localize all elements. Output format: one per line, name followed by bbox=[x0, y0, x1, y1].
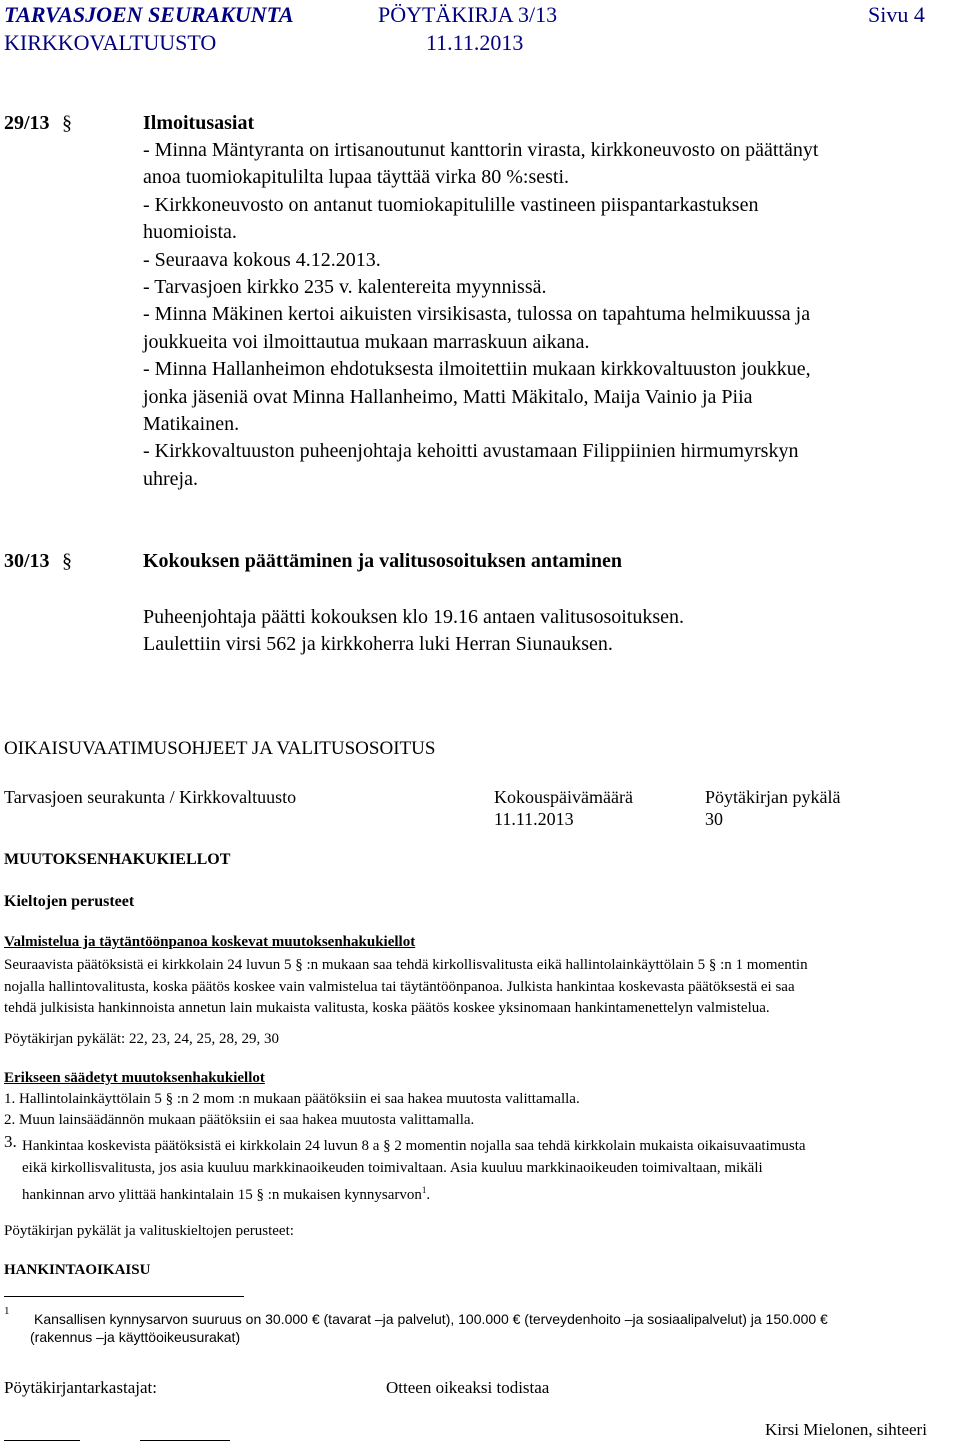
special-item-3-number: 3. bbox=[4, 1132, 17, 1151]
prep-sections: Pöytäkirjan pykälät: 22, 23, 24, 25, 28, 29, 30 bbox=[4, 1031, 279, 1047]
section-label: Pöytäkirjan pykälä bbox=[705, 787, 841, 807]
section-29-line: - Kirkkovaltuuston puheenjohtaja kehoitti avustamaan Filippiinien hirmumyrskyn bbox=[143, 440, 799, 463]
section-29-line: anoa tuomiokapitulilta lupaa täyttää virka 80 %:sesti. bbox=[143, 166, 569, 189]
item-3-line: Hankintaa koskevista päätöksistä ei kirkkolain 24 luvun 8 a § 2 momentin nojalla saa tehdä kirkkolain mukaista oikaisuvaatimusta bbox=[22, 1138, 806, 1154]
section-29-line: uhreja. bbox=[143, 467, 198, 490]
certified-label: Otteen oikeaksi todistaa bbox=[386, 1378, 550, 1397]
parish-name: TARVASJOEN SEURAKUNTA bbox=[4, 2, 294, 27]
meeting-date-value: 11.11.2013 bbox=[494, 809, 574, 829]
footnote-line-2: (rakennus –ja käyttöoikeusurakat) bbox=[30, 1329, 241, 1345]
section-29-line: - Minna Hallanheimon ehdotuksesta ilmoitettiin mukaan kirkkovaltuuston joukkue, bbox=[143, 358, 811, 381]
prep-line: Seuraavista päätöksistä ei kirkkolain 24 luvun 5 § :n mukaan saa tehdä kirkollisvalitusta eikä hallintolainkäyttölain 5 § :n 1 momentin bbox=[4, 957, 808, 973]
meeting-date-label: Kokouspäivämäärä bbox=[494, 787, 633, 807]
footnote-ref: 1 bbox=[421, 1185, 427, 1195]
signature-line-1 bbox=[4, 1440, 80, 1441]
section-29-line: - Seuraava kokous 4.12.2013. bbox=[143, 248, 381, 271]
section-30-number: 30/13 bbox=[4, 550, 50, 572]
item-3-last: hankinnan arvo ylittää hankintalain 15 § :n mukaisen kynnysarvon bbox=[22, 1187, 422, 1203]
section-29-line: - Minna Mäntyranta on irtisanoutunut kanttorin virasta, kirkkoneuvosto on päättänyt bbox=[143, 139, 819, 161]
meeting-body: KIRKKOVALTUUSTO bbox=[4, 30, 217, 55]
page-number: Sivu 4 bbox=[868, 2, 925, 27]
footnote-rule bbox=[4, 1296, 244, 1297]
appeal-organization: Tarvasjoen seurakunta / Kirkkovaltuusto bbox=[4, 787, 297, 807]
meeting-date: 11.11.2013 bbox=[426, 30, 524, 55]
footnote-mark: 1 bbox=[4, 1305, 10, 1317]
section-29-line: huomioista. bbox=[143, 221, 237, 244]
section-30-sign: § bbox=[62, 550, 72, 572]
document-number: PÖYTÄKIRJA 3/13 bbox=[378, 2, 558, 27]
section-29-line: - Kirkkoneuvosto on antanut tuomiokapitulille vastineen piispantarkastuksen bbox=[143, 193, 759, 216]
section-30-body bbox=[143, 604, 684, 659]
footnote-line-1: Kansallisen kynnysarvon suuruus on 30.000 € (tavarat –ja palvelut), 100.000 € (terveydenhoito –ja sosiaalipalvelut) ja 150.000 € bbox=[34, 1311, 828, 1327]
ban-heading: MUUTOKSENHAKUKIELLOT bbox=[4, 851, 231, 868]
signature-line-2 bbox=[140, 1440, 230, 1441]
procurement-heading: HANKINTAOIKAISU bbox=[4, 1262, 151, 1278]
section-29-number: 29/13 bbox=[4, 112, 50, 134]
prep-heading: Valmistelua ja täytäntöönpanoa koskevat muutoksenhakukiellot bbox=[4, 934, 416, 950]
checkers-label: Pöytäkirjantarkastajat: bbox=[4, 1378, 157, 1397]
section-29-line: jonka jäseniä ovat Minna Hallanheimo, Matti Mäkitalo, Maija Vainio ja Piia bbox=[143, 385, 753, 408]
secretary-name: Kirsi Mielonen, sihteeri bbox=[765, 1420, 927, 1439]
prep-text bbox=[4, 955, 808, 1020]
item-3-line: eikä kirkollisvalitusta, jos asia kuuluu markkinaoikeuden toimivaltaan. Asia kuuluu markkinaoikeuden toimivaltaan, mikäli bbox=[22, 1160, 763, 1176]
section-29-title: Ilmoitusasiat bbox=[143, 112, 255, 134]
special-heading: Erikseen säädetyt muutoksenhakukiellot bbox=[4, 1070, 265, 1086]
prep-line: nojalla hallintovalitusta, koska päätös koskee vain valmistelua tai täytäntöönpanoa. Julkista hankintaa koskevasta päätöksestä ei saa bbox=[4, 978, 795, 995]
section-29-line: Matikainen. bbox=[143, 413, 240, 436]
item-3-end: . bbox=[426, 1187, 431, 1203]
section-29-line: - Tarvasjoen kirkko 235 v. kalentereita myynnissä. bbox=[143, 276, 547, 299]
prep-line: tehdä julkisista hankinnoista annetun lain mukaista valitusta, koska päätös koskee yksinomaan hankintamenettelyn valmistelua. bbox=[4, 1000, 770, 1016]
special-item-1: 1. Hallintolainkäyttölain 5 § :n 2 mom :n mukaan päätöksiin ei saa hakea muutosta valittamalla. bbox=[4, 1091, 580, 1107]
grounds-sections: Pöytäkirjan pykälät ja valituskieltojen perusteet: bbox=[4, 1223, 294, 1239]
section-value: 30 bbox=[705, 809, 723, 829]
section-30-line: Laulettiin virsi 562 ja kirkkoherra luki Herran Siunauksen. bbox=[143, 633, 613, 656]
special-item-2: 2. Muun lainsäädännön mukaan päätöksiin ei saa hakea muutosta valittamalla. bbox=[4, 1112, 475, 1128]
item-3-line bbox=[22, 1179, 806, 1206]
section-30-line: Puheenjohtaja päätti kokouksen klo 19.16 antaen valitusosoituksen. bbox=[143, 606, 685, 628]
section-29-line: - Minna Mäkinen kertoi aikuisten virsikisasta, tulossa on tapahtuma helmikuussa ja bbox=[143, 303, 811, 326]
section-30-title: Kokouksen päättäminen ja valitusosoituksen antaminen bbox=[143, 550, 622, 572]
section-29-body bbox=[143, 137, 818, 493]
appeal-heading: OIKAISUVAATIMUSOHJEET JA VALITUSOSOITUS bbox=[4, 738, 436, 759]
special-item-3-text bbox=[22, 1135, 806, 1206]
section-29-line: joukkueita voi ilmoittautua mukaan marraskuun aikana. bbox=[143, 330, 590, 353]
section-29-sign: § bbox=[62, 112, 72, 134]
grounds-heading: Kieltojen perusteet bbox=[4, 893, 135, 910]
